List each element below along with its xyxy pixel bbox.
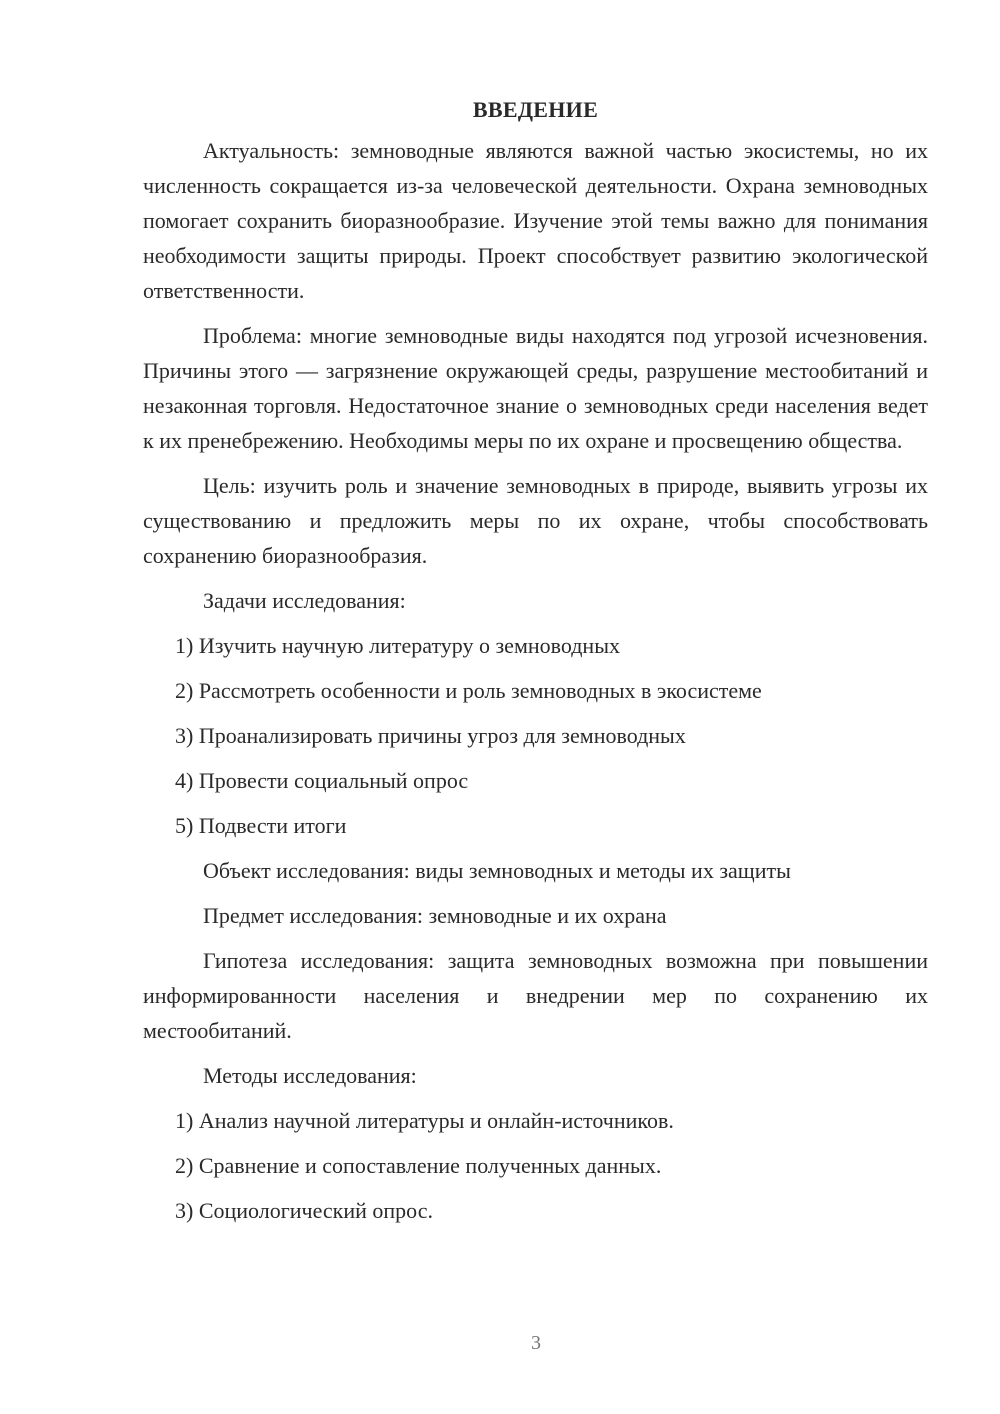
tasks-list — [143, 628, 928, 843]
method-item: 2) Сравнение и сопоставление полученных данных. — [175, 1153, 662, 1178]
tasks-heading: Задачи исследования: — [203, 588, 406, 613]
task-item: 5) Подвести итоги — [175, 813, 347, 838]
relevance-paragraph: Актуальность: земноводные являются важной частью экосистемы, но их численность сокращается из-за человеческой деятельности. Охрана земноводных помогает сохранить биоразнообразие. Изучение этой темы важно для понимания необходимости защиты природы. Проект способствует развитию экологической ответственности. — [143, 138, 928, 303]
goal-paragraph: Цель: изучить роль и значение земноводных в природе, выявить угрозы их существованию и предложить меры по их охране, чтобы способствовать сохранению биоразнообразия. — [143, 473, 928, 568]
methods-heading: Методы исследования: — [203, 1063, 417, 1088]
task-item: 2) Рассмотреть особенности и роль земноводных в экосистеме — [175, 678, 762, 703]
subject-paragraph: Предмет исследования: земноводные и их охрана — [203, 903, 667, 928]
task-item: 1) Изучить научную литературу о земноводных — [175, 633, 620, 658]
task-item: 4) Провести социальный опрос — [175, 768, 469, 793]
section-title: ВВЕДЕНИЕ — [472, 97, 599, 122]
method-item: 1) Анализ научной литературы и онлайн-источников. — [175, 1108, 674, 1133]
methods-list — [143, 1103, 928, 1228]
task-item: 3) Проанализировать причины угроз для земноводных — [175, 723, 686, 748]
problem-paragraph: Проблема: многие земноводные виды находятся под угрозой исчезновения. Причины этого — загрязнение окружающей среды, разрушение местообитаний и незаконная торговля. Недостаточное знание о земноводных среди населения ведет к их пренебрежению. Необходимы меры по их охране и просвещению общества. — [143, 323, 928, 453]
page-number: 3 — [531, 1332, 541, 1354]
hypothesis-paragraph: Гипотеза исследования: защита земноводных возможна при повышении информированности населения и внедрении мер по сохранению их местообитаний. — [143, 948, 928, 1043]
document-page — [143, 95, 928, 1238]
method-item: 3) Социологический опрос. — [175, 1198, 433, 1223]
object-paragraph: Объект исследования: виды земноводных и методы их защиты — [203, 858, 791, 883]
